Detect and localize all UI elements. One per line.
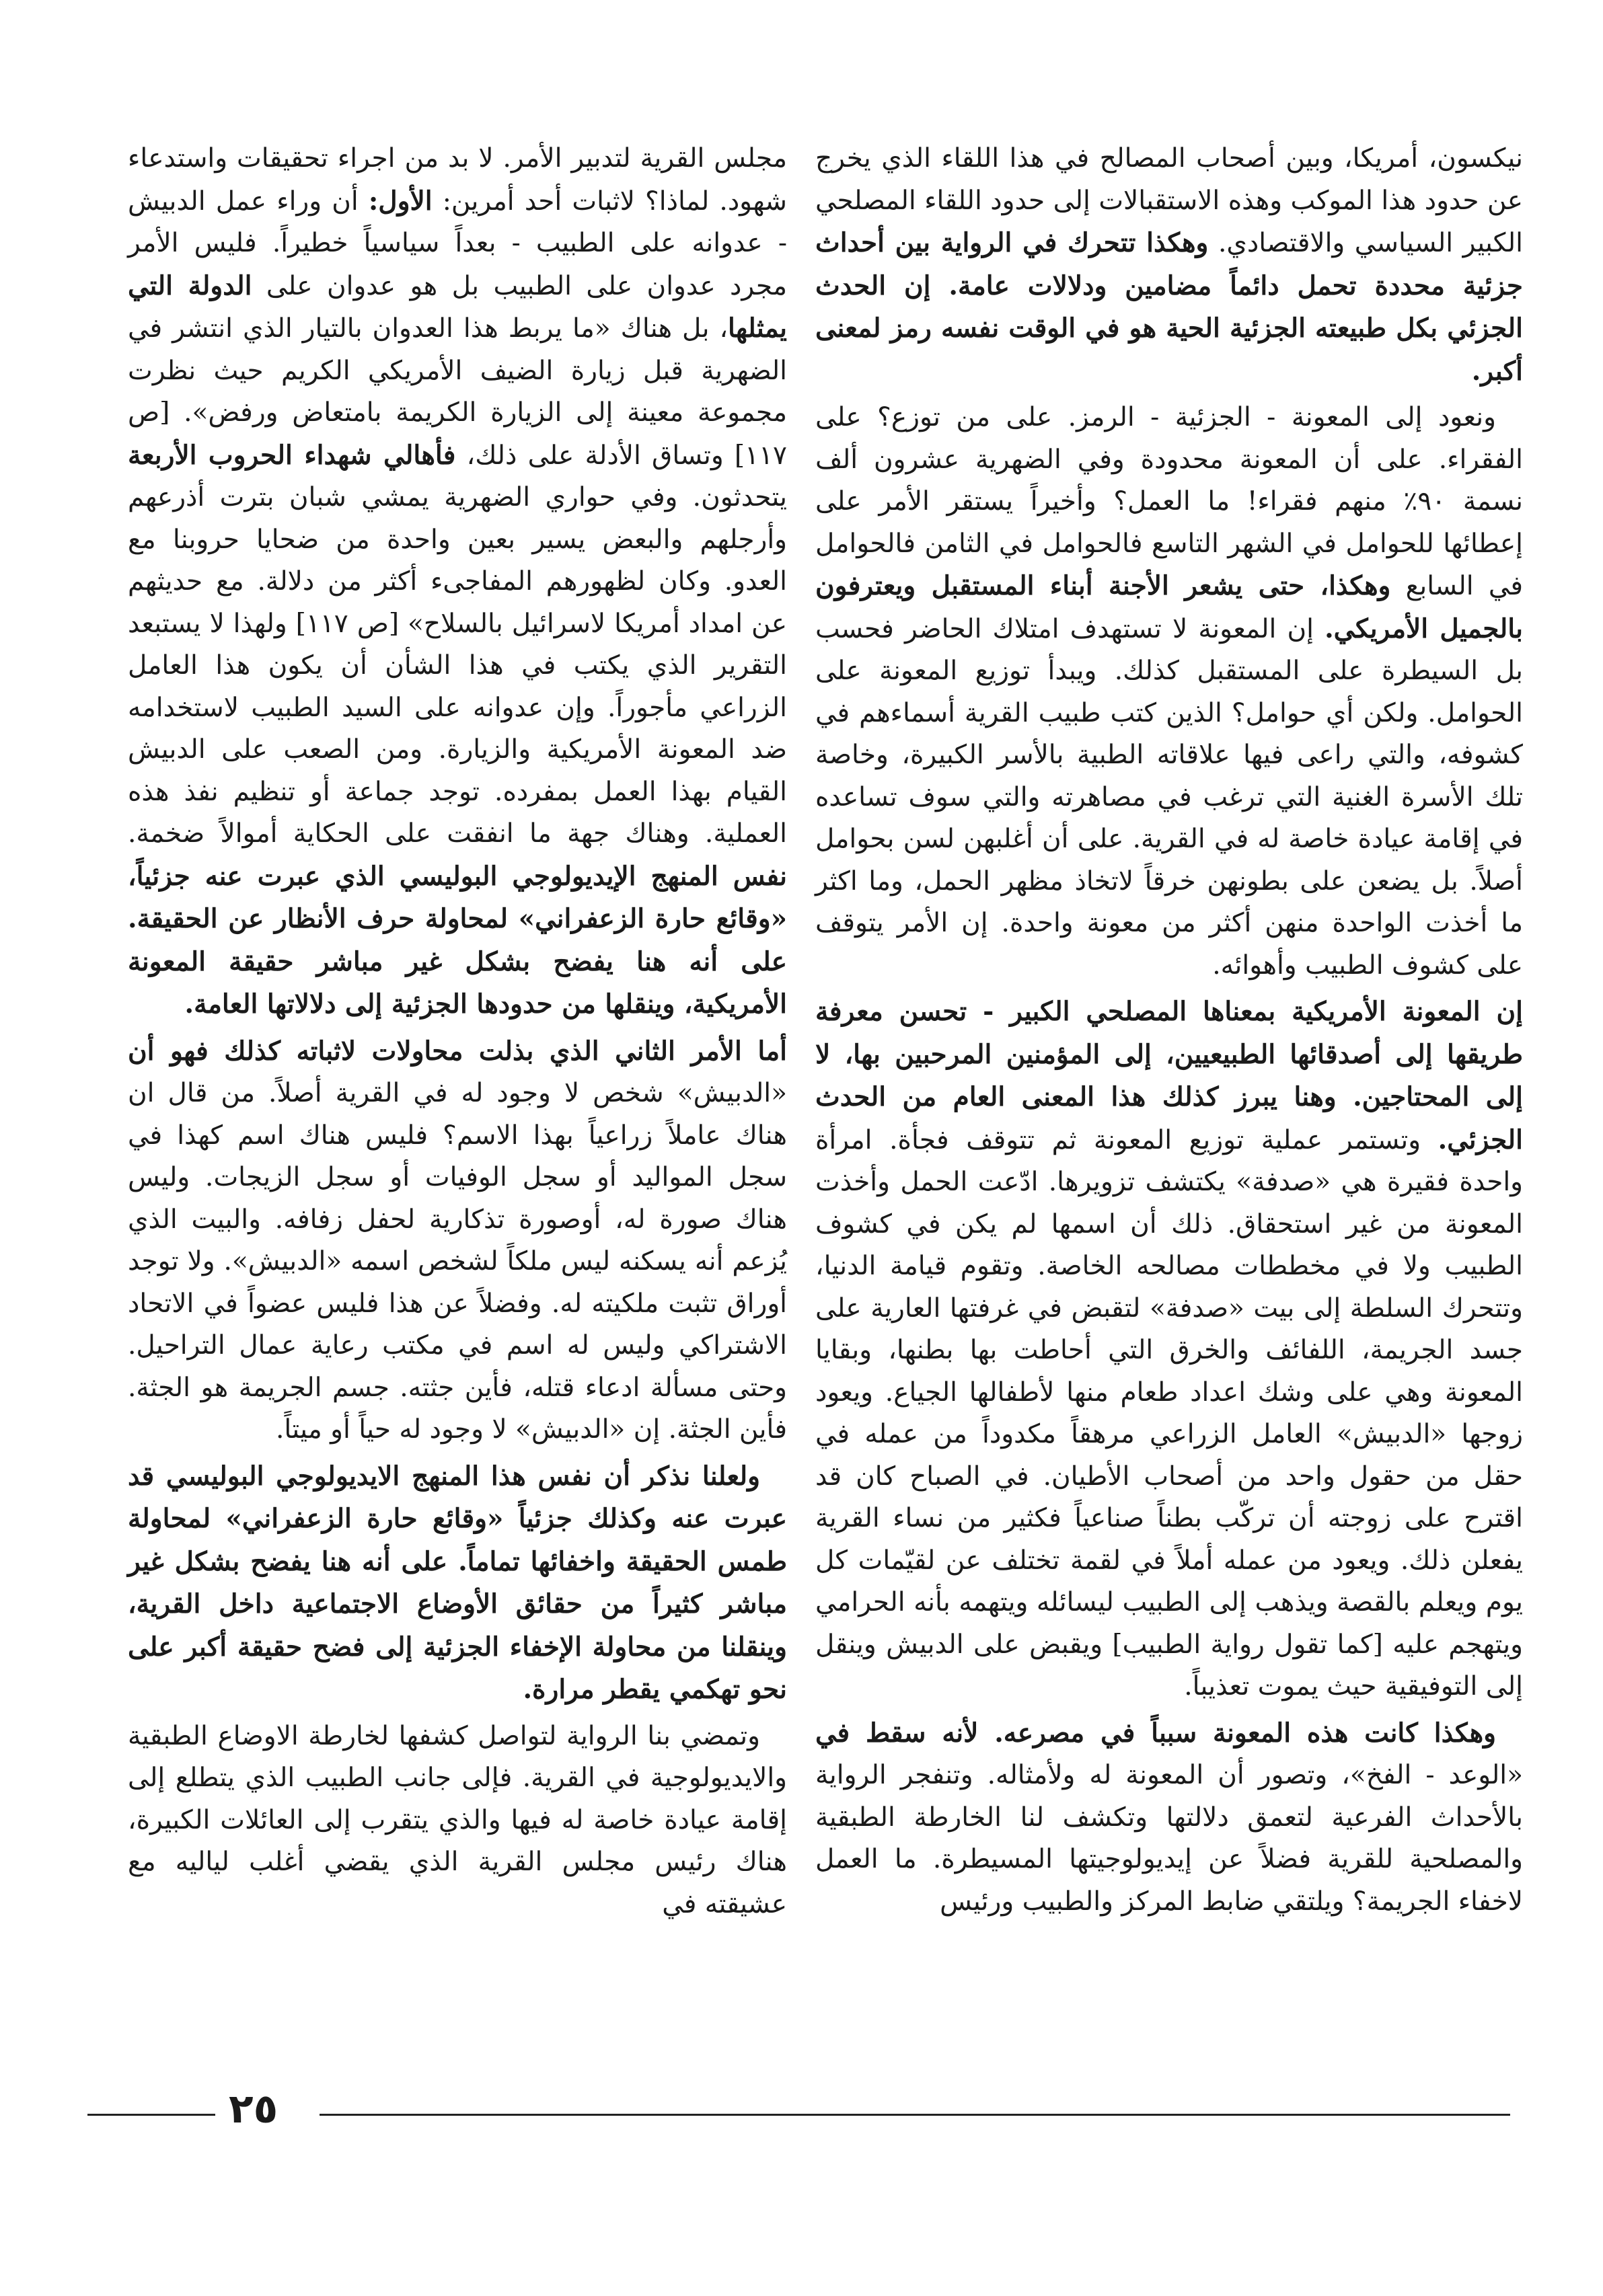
paragraph bbox=[815, 397, 1523, 987]
paragraph bbox=[815, 138, 1523, 393]
paragraph bbox=[128, 1030, 787, 1451]
body-text: «الوعد - الفخ»، وتصور أن المعونة له ولأمثاله. وتنفجر الرواية بالأحداث الفرعية لتعمق دلالتها وتكشف لنا الخارطة الطبقية والمصلحية للقرية فضلاً عن إيديولوجيتها المسيطرة. ما العمل لاخفاء الجريمة؟ ويلتقي ضابط المركز والطبيب ورئيس bbox=[815, 1760, 1524, 1917]
body-text: ، بل هناك «ما يربط هذا العدوان بالتيار الذي انتشر في الضهرية قبل زيارة الضيف الأمريكي الكريم حيث نظرت مجموعة معينة إلى الزيارة الكريمة بامتعاض ورفض». [ص ١١٧] وتساق الأدلة على ذلك، bbox=[128, 313, 787, 471]
footer-rule-left bbox=[87, 2114, 215, 2116]
paragraph bbox=[128, 138, 787, 1026]
bold-text: وهكذا، حتى يشعر الأجنة أبناء المستقبل ويعترفون بالجميل الأمريكي. bbox=[815, 570, 1523, 644]
bold-text: وهكذا كانت هذه المعونة سبباً في مصرعه. لأنه سقط في bbox=[815, 1717, 1496, 1749]
footer-rule-right bbox=[320, 2114, 1510, 2116]
paragraph bbox=[128, 1716, 787, 1926]
paragraph bbox=[815, 1712, 1523, 1923]
page-number: ٢٥ bbox=[229, 2085, 278, 2133]
body-text: ونعود إلى المعونة - الجزئية - الرمز. على من توزع؟ على الفقراء. على أن المعونة محدودة وفي الضهرية عشرون ألف نسمة ٩٠٪ منهم فقراء! ما العمل؟ وأخيراً يستقر الأمر على إعطائها للحوامل في الشهر التاسع فالحوامل في الثامن فالحوامل في السابع bbox=[815, 402, 1524, 601]
body-text: وتستمر عملية توزيع المعونة ثم تتوقف فجأة. امرأة واحدة فقيرة هي «صدفة» يكتشف تزويرها. ادّعت الحمل وأخذت المعونة من غير استحقاق. ذلك أن اسمها لم يكن في كشوف الطبيب ولا في مخططات مصالحه الخاصة. وتقوم قيامة الدنيا، وتتحرك السلطة إلى بيت «صدفة» لتقبض في غرفتها العارية على جسد الجريمة، اللفائف والخرق التي أحاطت بها بطنها، وبقايا المعونة وهي على وشك اعداد طعام منها لأطفالها الجياع. ويعود زوجها «الدبيش» العامل الزراعي مرهقاً مكدوداً من عمله في حقل من حقول واحد من أصحاب الأطيان. في الصباح كان قد اقترح على زوجته أن تركّب بطناً صناعياً فكثير من نساء القرية يفعلن ذلك. ويعود من عمله أملاً في لقمة تختلف عن لقيّمات كل يوم ويعلم بالقصة ويذهب إلى الطبيب ليسائله ويتهمه بأنه الحرامي ويتهجم عليه [كما تقول رواية الطبيب] ويقبض على الدبيش وينقل إلى التوفيقية حيث يموت تعذيباً. bbox=[815, 1124, 1523, 1701]
right-column bbox=[815, 138, 1523, 1927]
page-footer bbox=[0, 2085, 1603, 2135]
body-text: يتحدثون. وفي حواري الضهرية يمشي شبان بترت أذرعهم وأرجلهم والبعض يسير بعين واحدة من ضحايا حروبنا مع العدو. وكان لظهورهم المفاجىء أكثر من دلالة. مع حديثهم عن امداد أمريكا لاسرائيل بالسلاح» [ص ١١٧] ولهذا لا يستبعد التقرير الذي يكتب في هذا الشأن أن يكون هذا العامل الزراعي مأجوراً. وإن عدوانه على السيد الطبيب لاستخدامه ضد المعونة الأمريكية والزيارة. ومن الصعب على الدبيش القيام بهذا العمل بمفرده. توجد جماعة أو تنظيم نفذ هذه العملية. وهناك جهة ما انفقت على الحكاية أموالاً ضخمة. bbox=[128, 482, 787, 849]
bold-text: إن المعونة الأمريكية بمعناها المصلحي الكبير - تحسن معرفة طريقها إلى أصدقائها الطبيعيين، إلى المؤمنين المرحبين بها، لا إلى المحتاجين. وهنا يبرز كذلك هذا المعنى العام من الحدث الجزئي. bbox=[815, 996, 1523, 1155]
left-column bbox=[128, 138, 787, 1929]
body-text: «الدبيش» شخص لا وجود له في القرية أصلاً. من قال ان هناك عاملاً زراعياً بهذا الاسم؟ فليس هناك اسم كهذا في سجل المواليد أو سجل الوفيات أو سجل الزيجات. وليس هناك صورة له، أوصورة تذكارية لحفل زفافه. والبيت الذي يُزعم أنه يسكنه ليس ملكاً لشخص اسمه «الدبيش». ولا توجد أوراق تثبت ملكيته له. وفضلاً عن هذا فليس عضواً في الاتحاد الاشتراكي وليس له اسم في مكتب رعاية عمال التراحيل. وحتى مسألة ادعاء قتله، فأين جثته. جسم الجريمة هو الجثة. فأين الجثة. إن «الدبيش» لا وجود له حياً أو ميتاً. bbox=[128, 1078, 787, 1445]
bold-text: الأول: bbox=[368, 185, 433, 217]
paragraph bbox=[815, 991, 1523, 1708]
bold-text: فأهالي شهداء الحروب الأربعة bbox=[128, 439, 456, 471]
bold-text: نفس المنهج الإيديولوجي البوليسي الذي عبرت عنه جزئياً، «وقائع حارة الزعفراني» لمحاولة حرف الأنظار عن الحقيقة. على أنه هنا يفضح بشكل غير مباشر حقيقة المعونة الأمريكية، وينقلها من حدودها الجزئية إلى دلالاتها العامة. bbox=[128, 860, 787, 1020]
body-text: مجلس القرية لتدبير الأمر. لا بد من اجراء تحقيقات واستدعاء شهود. لماذا؟ لاثبات أحد أمرين: bbox=[128, 143, 787, 217]
bold-text: وهكذا تتحرك في الرواية بين أحداث جزئية محددة تحمل دائماً مضامين ودلالات عامة. إن الحدث الجزئي بكل طبيعته الجزئية الحية هو في الوقت نفسه رمز لمعنى أكبر. bbox=[815, 227, 1523, 387]
body-text: إن المعونة لا تستهدف امتلاك الحاضر فحسب بل السيطرة على المستقبل كذلك. ويبدأ توزيع المعونة على الحوامل. ولكن أي حوامل؟ الذين كتب طبيب القرية أسماءهم في كشوفه، والتي راعى فيها علاقاته الطبية بالأسر الكبيرة، وخاصة تلك الأسرة الغنية التي ترغب في مصاهرته والتي سوف تساعده في إقامة عيادة خاصة له في القرية. على أن أغلبهن لسن بحوامل أصلاً. بل يضعن على بطونهن خرقاً لاتخاذ مظهر الحمل، وما اكثر ما أخذت الواحدة منهن أكثر من معونة واحدة. إن الأمر يتوقف على كشوف الطبيب وأهوائه. bbox=[815, 613, 1523, 981]
body-text: أن وراء عمل الدبيش - عدوانه على الطبيب - بعداً سياسياً خطيراً. فليس الأمر مجرد عدوان على الطبيب بل هو عدوان على bbox=[128, 186, 787, 301]
bold-text: الدولة التي يمثلها bbox=[128, 270, 787, 344]
paragraph bbox=[128, 1455, 787, 1712]
body-text: وتمضي بنا الرواية لتواصل كشفها لخارطة الاوضاع الطبقية والايديولوجية في القرية. فإلى جانب الطبيب الذي يتطلع إلى إقامة عيادة خاصة له فيها والذي يتقرب إلى العائلات الكبيرة، هناك رئيس مجلس القرية الذي يقضي أغلب لياليه مع عشيقته في bbox=[128, 1720, 787, 1919]
bold-text: ولعلنا نذكر أن نفس هذا المنهج الايديولوجي البوليسي قد عبرت عنه وكذلك جزئياً «وقائع حارة الزعفراني» لمحاولة طمس الحقيقة واخفائها تماماً. على أنه هنا يفضح بشكل غير مباشر كثيراً من حقائق الأوضاع الاجتماعية داخل القرية، وينقلنا من محاولة الإخفاء الجزئية إلى فضح حقيقة أكبر على نحو تهكمي يقطر مرارة. bbox=[128, 1460, 787, 1705]
body-text: نيكسون، أمريكا، وبين أصحاب المصالح في هذا اللقاء الذي يخرج عن حدود هذا الموكب وهذه الاستقبالات إلى حدود اللقاء المصلحي الكبير السياسي والاقتصادي. bbox=[815, 143, 1523, 258]
bold-text: أما الأمر الثاني الذي بذلت محاولات لاثباته كذلك فهو أن bbox=[128, 1035, 787, 1067]
